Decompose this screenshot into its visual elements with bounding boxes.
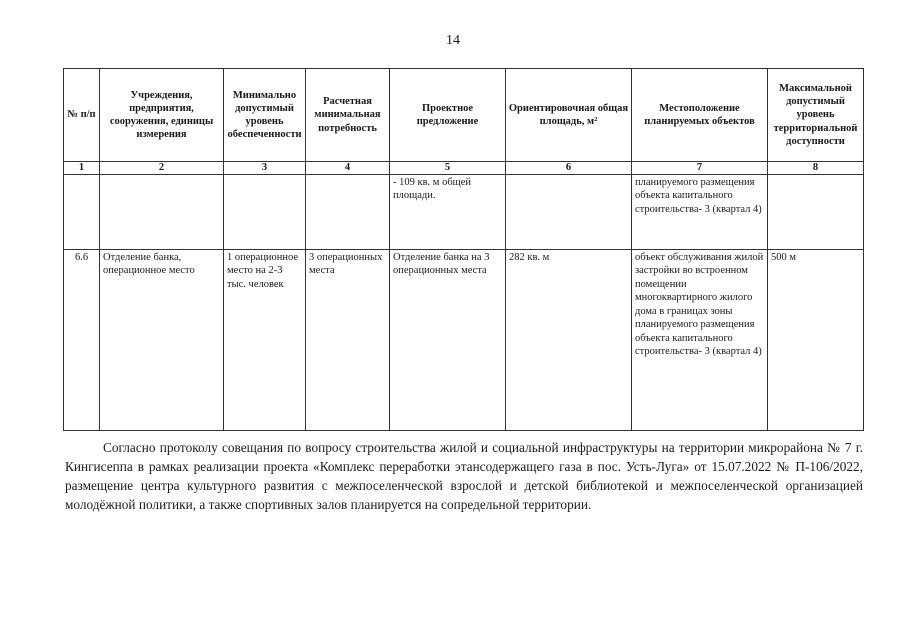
column-number: 3 <box>224 162 306 175</box>
header-cell-proposal: Проектное предложение <box>390 69 506 162</box>
accessibility-cell <box>768 175 864 250</box>
accessibility-cell: 500 м <box>768 250 864 431</box>
min-need-cell <box>306 175 390 250</box>
table-header-row <box>64 69 864 162</box>
header-cell-area: Ориентировочная общая площадь, м² <box>506 69 632 162</box>
header-cell-institution: Учреждения, предприятия, сооружения, единицы измерения <box>100 69 224 162</box>
table-row <box>64 175 864 250</box>
column-number: 6 <box>506 162 632 175</box>
location-cell: планируемого размещения объекта капитального строительства- 3 (квартал 4) <box>632 175 768 250</box>
institution-cell <box>100 175 224 250</box>
proposal-cell: Отделение банка на 3 операционных места <box>390 250 506 431</box>
area-cell: 282 кв. м <box>506 250 632 431</box>
column-number: 4 <box>306 162 390 175</box>
page-number: 14 <box>446 33 460 48</box>
min-need-cell: 3 операционных места <box>306 250 390 431</box>
row-number-cell <box>64 175 100 250</box>
column-number: 8 <box>768 162 864 175</box>
institution-cell: Отделение банка, операционное место <box>100 250 224 431</box>
area-cell <box>506 175 632 250</box>
min-level-cell: 1 операционное место на 2-3 тыс. человек <box>224 250 306 431</box>
planning-table <box>63 68 864 431</box>
header-cell-number: № п/п <box>64 69 100 162</box>
header-cell-min-level: Минимально допустимый уровень обеспеченности <box>224 69 306 162</box>
body-paragraph: Согласно протоколу совещания по вопросу строительства жилой и социальной инфраструктуры на территории микрорайона № 7 г. Кингисеппа в рамках реализации проекта «Комплекс переработки этансодержащего газа в пос. Усть-Луга» от 15.07.2022 № П-106/2022, размещение центра культурного развития с межпоселенческой взрослой и детской библиотекой и межпоселенческой организацией молодёжной политики, а также спортивных залов планируется на сопредельной территории. <box>65 440 863 512</box>
location-cell: объект обслуживания жилой застройки во встроенном помещении многоквартирного жилого дома в границах зоны планируемого размещения объекта капитального строительства- 3 (квартал 4) <box>632 250 768 431</box>
row-number-cell: 6.6 <box>64 250 100 431</box>
column-number: 2 <box>100 162 224 175</box>
header-cell-min-need: Расчетная минимальная потребность <box>306 69 390 162</box>
table-row <box>64 250 864 431</box>
header-cell-accessibility: Максимальной допустимый уровень территориальной доступности <box>768 69 864 162</box>
column-number: 1 <box>64 162 100 175</box>
min-level-cell <box>224 175 306 250</box>
proposal-cell: - 109 кв. м общей площади. <box>390 175 506 250</box>
header-cell-location: Местоположение планируемых объектов <box>632 69 768 162</box>
column-number: 7 <box>632 162 768 175</box>
table-column-numbers-row <box>64 162 864 175</box>
column-number: 5 <box>390 162 506 175</box>
